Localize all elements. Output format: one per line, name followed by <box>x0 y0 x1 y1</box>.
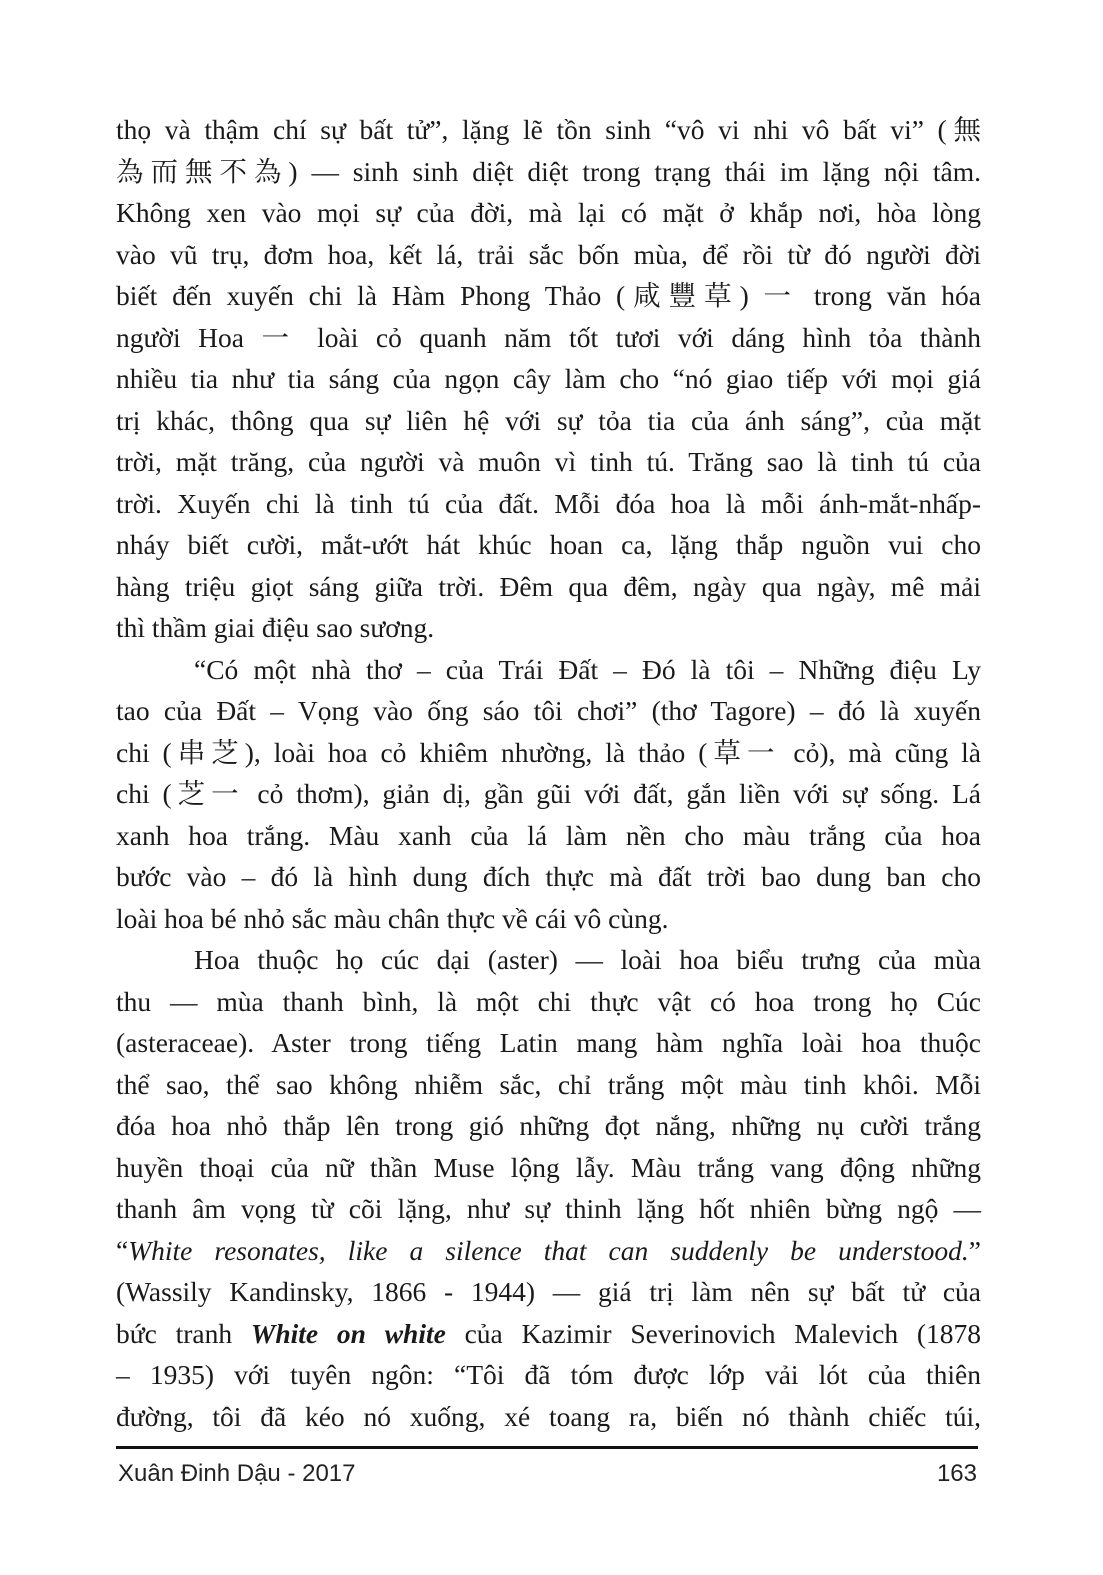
text-line: thanh âm vọng từ cõi lặng, như sự thinh lặng hốt nhiên bừng ngộ — <box>116 1193 981 1224</box>
text-line: trời, mặt trăng, của người và muôn vì tinh tú. Trăng sao là tinh tú của <box>116 446 981 477</box>
text-line: người Hoa 一 loài cỏ quanh năm tốt tươi với dáng hình tỏa thành <box>116 321 981 353</box>
text-line: nháy biết cười, mắt-ướt hát khúc hoan ca, lặng thắp nguồn vui cho <box>116 529 981 560</box>
artwork-title: White on white <box>250 1317 446 1349</box>
text-line: thì thầm giai điệu sao sương. <box>116 612 435 643</box>
text-line: (asteraceae). Aster trong tiếng Latin mang hàm nghĩa loài hoa thuộc <box>116 1027 981 1058</box>
text-line: (Wassily Kandinsky, 1866 - 1944) — giá trị làm nên sự bất tử của <box>116 1276 981 1307</box>
body-text <box>116 109 981 1437</box>
quote-close-mark: ” <box>968 1234 981 1266</box>
kandinsky-quote: White resonates, like a silence that can suddenly be understood. <box>128 1234 969 1266</box>
footer-divider <box>116 1446 978 1449</box>
text-line: 為而無不為) — sinh sinh diệt diệt trong trạng thái im lặng nội tâm. <box>116 155 981 187</box>
quote-line <box>116 1230 981 1272</box>
text-line: đường, tôi đã kéo nó xuống, xé toang ra, biến nó thành chiếc túi, <box>116 1400 981 1432</box>
text-line: vào vũ trụ, đơm hoa, kết lá, trải sắc bốn mùa, để rồi từ đó người đời <box>116 238 981 270</box>
text-line: biết đến xuyến chi là Hàm Phong Thảo (咸豐草) 一 trong văn hóa <box>116 280 981 311</box>
text-line: nhiều tia như tia sáng của ngọn cây làm cho “nó giao tiếp với mọi giá <box>116 363 981 394</box>
text-line: tao của Đất – Vọng vào ống sáo tôi chơi” (thơ Tagore) – đó là xuyến <box>116 695 981 726</box>
text-line <box>116 1313 981 1355</box>
text-line: thu — mùa thanh bình, là một chi thực vật có hoa trong họ Cúc <box>116 985 981 1017</box>
quote-open-mark: “ <box>116 1234 129 1266</box>
text-line: – 1935) với tuyên ngôn: “Tôi đã tóm được lớp vải lót của thiên <box>116 1359 981 1390</box>
text-line: xanh hoa trắng. Màu xanh của lá làm nền cho màu trắng của hoa <box>116 819 981 851</box>
text-line: hàng triệu giọt sáng giữa trời. Đêm qua đêm, ngày qua ngày, mê mải <box>116 570 981 602</box>
text-line: trời. Xuyến chi là tinh tú của đất. Mỗi đóa hoa là mỗi ánh-mắt-nhấp- <box>116 487 981 519</box>
text-line: bước vào – đó là hình dung đích thực mà đất trời bao dung ban cho <box>116 861 981 892</box>
text-span: bức tranh <box>116 1317 251 1349</box>
text-line: trị khác, thông qua sự liên hệ với sự tỏa tia của ánh sáng”, của mặt <box>116 404 981 436</box>
text-line: chi (芝一 cỏ thơm), giản dị, gần gũi với đất, gắn liền với sự sống. Lá <box>116 778 981 809</box>
page-number: 163 <box>936 1460 977 1487</box>
text-line: “Có một nhà thơ – của Trái Đất – Đó là tôi – Những điệu Ly <box>194 653 981 685</box>
text-line: thể sao, thể sao không nhiễm sắc, chỉ trắng một màu tinh khôi. Mỗi <box>116 1068 981 1100</box>
paragraphs <box>116 109 981 1230</box>
text-line: Không xen vào mọi sự của đời, mà lại có mặt ở khắp nơi, hòa lòng <box>116 197 981 228</box>
text-line: đóa hoa nhỏ thắp lên trong gió những đọt nắng, những nụ cười trắng <box>116 1110 981 1141</box>
text-line: huyền thoại của nữ thần Muse lộng lẫy. Màu trắng vang động những <box>116 1151 981 1183</box>
text-line: loài hoa bé nhỏ sắc màu chân thực về cái vô cùng. <box>116 902 669 934</box>
footer-publication: Xuân Đinh Dậu - 2017 <box>118 1460 356 1487</box>
text-line: chi (串芝), loài hoa cỏ khiêm nhường, là thảo (草一 cỏ), mà cũng là <box>116 736 981 768</box>
text-span: của Kazimir Severinovich Malevich (1878 <box>445 1317 981 1349</box>
text-line: Hoa thuộc họ cúc dại (aster) — loài hoa biểu trưng của mùa <box>194 944 981 975</box>
text-line: thọ và thậm chí sự bất tử”, lặng lẽ tồn sinh “vô vi nhi vô bất vi” (無 <box>116 114 981 145</box>
